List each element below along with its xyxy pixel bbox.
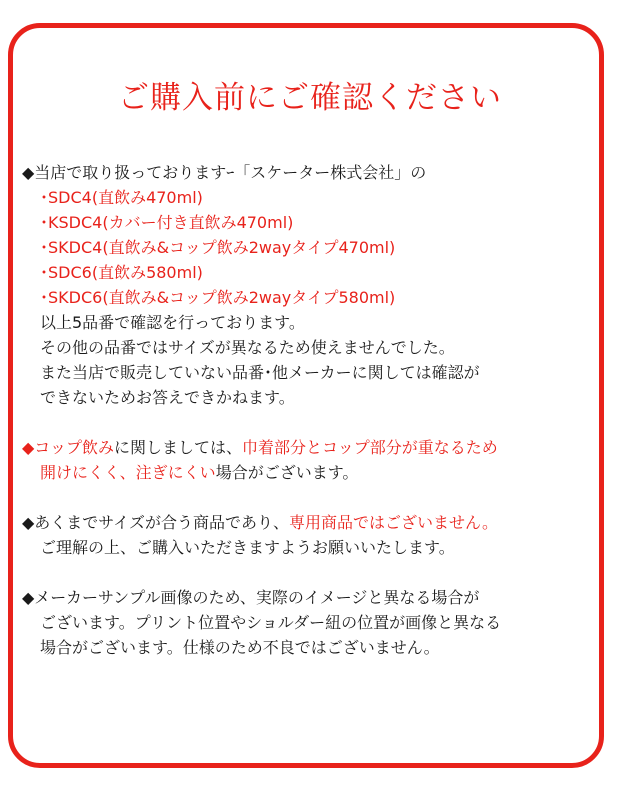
product-item: ･SDC6(直飲み580ml) [40,263,203,282]
spacer [22,410,598,435]
compat-note: その他の品番ではサイズが異なるため使えませんでした。 [40,338,455,357]
size-note-line2: ご理解の上、ご購入いただきますようお願いいたします。 [40,538,455,557]
cup-drink-warning: 巾着部分とコップ部分が重なるため [242,438,498,457]
compat-intro: ◆当店で取り扱っておりますｰ「スケーター株式会社」の [22,163,427,182]
spacer [22,485,598,510]
compat-note: また当店で販売していない品番･他メーカーに関しては確認が [40,363,480,382]
spacer [22,560,598,585]
product-item: ･KSDC4(カバー付き直飲み470ml) [40,213,294,232]
notice-title: ご購入前にご確認ください [118,80,502,116]
cup-drink-note-line1 [22,435,598,460]
compat-note: できないためお答えできかねます。 [40,388,295,407]
not-dedicated-warning: 専用商品ではございません。 [289,513,498,532]
product-item: ･SDC4(直飲み470ml) [40,188,203,207]
cup-drink-warning-2: 開けにくく、注ぎにくい [40,463,216,482]
cup-drink-text-2: 場合がございます。 [215,463,359,482]
notice-body [22,160,598,660]
size-note-line1 [22,510,598,535]
cup-drink-text: に関しましては、 [114,438,243,457]
sample-note-line3: 場合がございます。仕様のため不良ではございません。 [40,638,440,657]
product-item: ･SKDC4(直飲み&コップ飲み2wayタイプ470ml) [40,238,396,257]
compat-note: 以上5品番で確認を行っております。 [40,313,305,332]
sample-note-line1: ◆メーカーサンプル画像のため、実際のイメージと異なる場合が [22,588,480,607]
cup-drink-note-line2 [22,460,598,485]
product-item: ･SKDC6(直飲み&コップ飲み2wayタイプ580ml) [40,288,396,307]
size-note-text: ◆あくまでサイズが合う商品であり、 [22,513,290,532]
cup-drink-label: ◆コップ飲み [22,438,114,457]
sample-note-line2: ございます。プリント位置やショルダー紐の位置が画像と異なる [40,613,502,632]
